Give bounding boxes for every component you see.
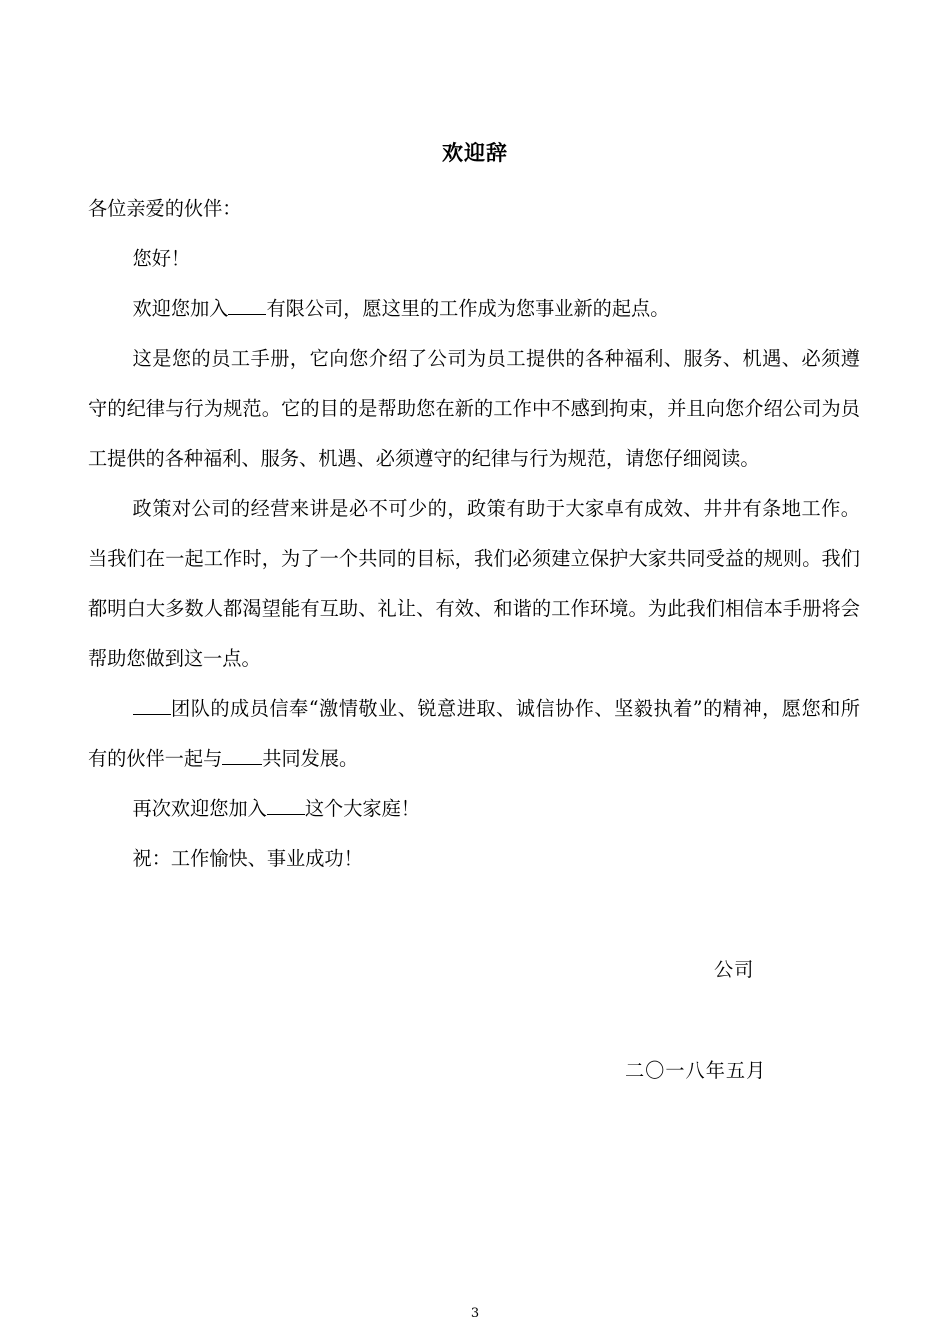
signature-date: 二〇一八年五月	[625, 1059, 767, 1082]
company-name-blank	[228, 294, 266, 315]
welcome-again-paragraph	[88, 784, 860, 834]
handbook-paragraph: 这是您的员工手册，它向您介绍了公司为员工提供的各种福利、服务、机遇、必须遵守的纪律与行为规范。它的目的是帮助您在新的工作中不感到拘束，并且向您介绍公司为员工提供的各种福利、服务、机遇、必须遵守的纪律与行为规范，请您仔细阅读。	[88, 347, 860, 470]
policy-paragraph: 政策对公司的经营来讲是必不可少的，政策有助于大家卓有成效、井井有条地工作。当我们在一起工作时，为了一个共同的目标，我们必须建立保护大家共同受益的规则。我们都明白大多数人都渴望能有互助、礼让、有效、和谐的工作环境。为此我们相信本手册将会帮助您做到这一点。	[88, 497, 860, 670]
family-name-blank	[267, 794, 305, 815]
company-name-blank-2	[222, 744, 262, 765]
welcome-paragraph	[88, 284, 860, 334]
hello-line: 您好！	[132, 247, 191, 270]
page-number: 3	[470, 1306, 480, 1321]
letter-body	[88, 184, 860, 884]
again-text-before: 再次欢迎您加入	[132, 797, 267, 820]
team-text-part2: 共同发展。	[262, 747, 359, 770]
team-paragraph	[88, 684, 860, 784]
welcome-text-before: 欢迎您加入	[132, 297, 229, 320]
signature-company: 公司	[714, 958, 755, 981]
welcome-text-after: 有限公司，愿这里的工作成为您事业新的起点。	[266, 297, 670, 320]
greeting-line: 各位亲爱的伙伴：	[88, 197, 242, 220]
team-text-part1: 团队的成员信奉“激情敬业、锐意进取、诚信协作、坚毅执着”的精神，愿您和所有的伙伴一起与	[88, 697, 860, 770]
page-title: 欢迎辞	[442, 140, 508, 165]
again-text-after: 这个大家庭！	[304, 797, 420, 820]
wish-line: 祝：工作愉快、事业成功！	[132, 847, 363, 870]
team-name-blank	[133, 694, 171, 715]
